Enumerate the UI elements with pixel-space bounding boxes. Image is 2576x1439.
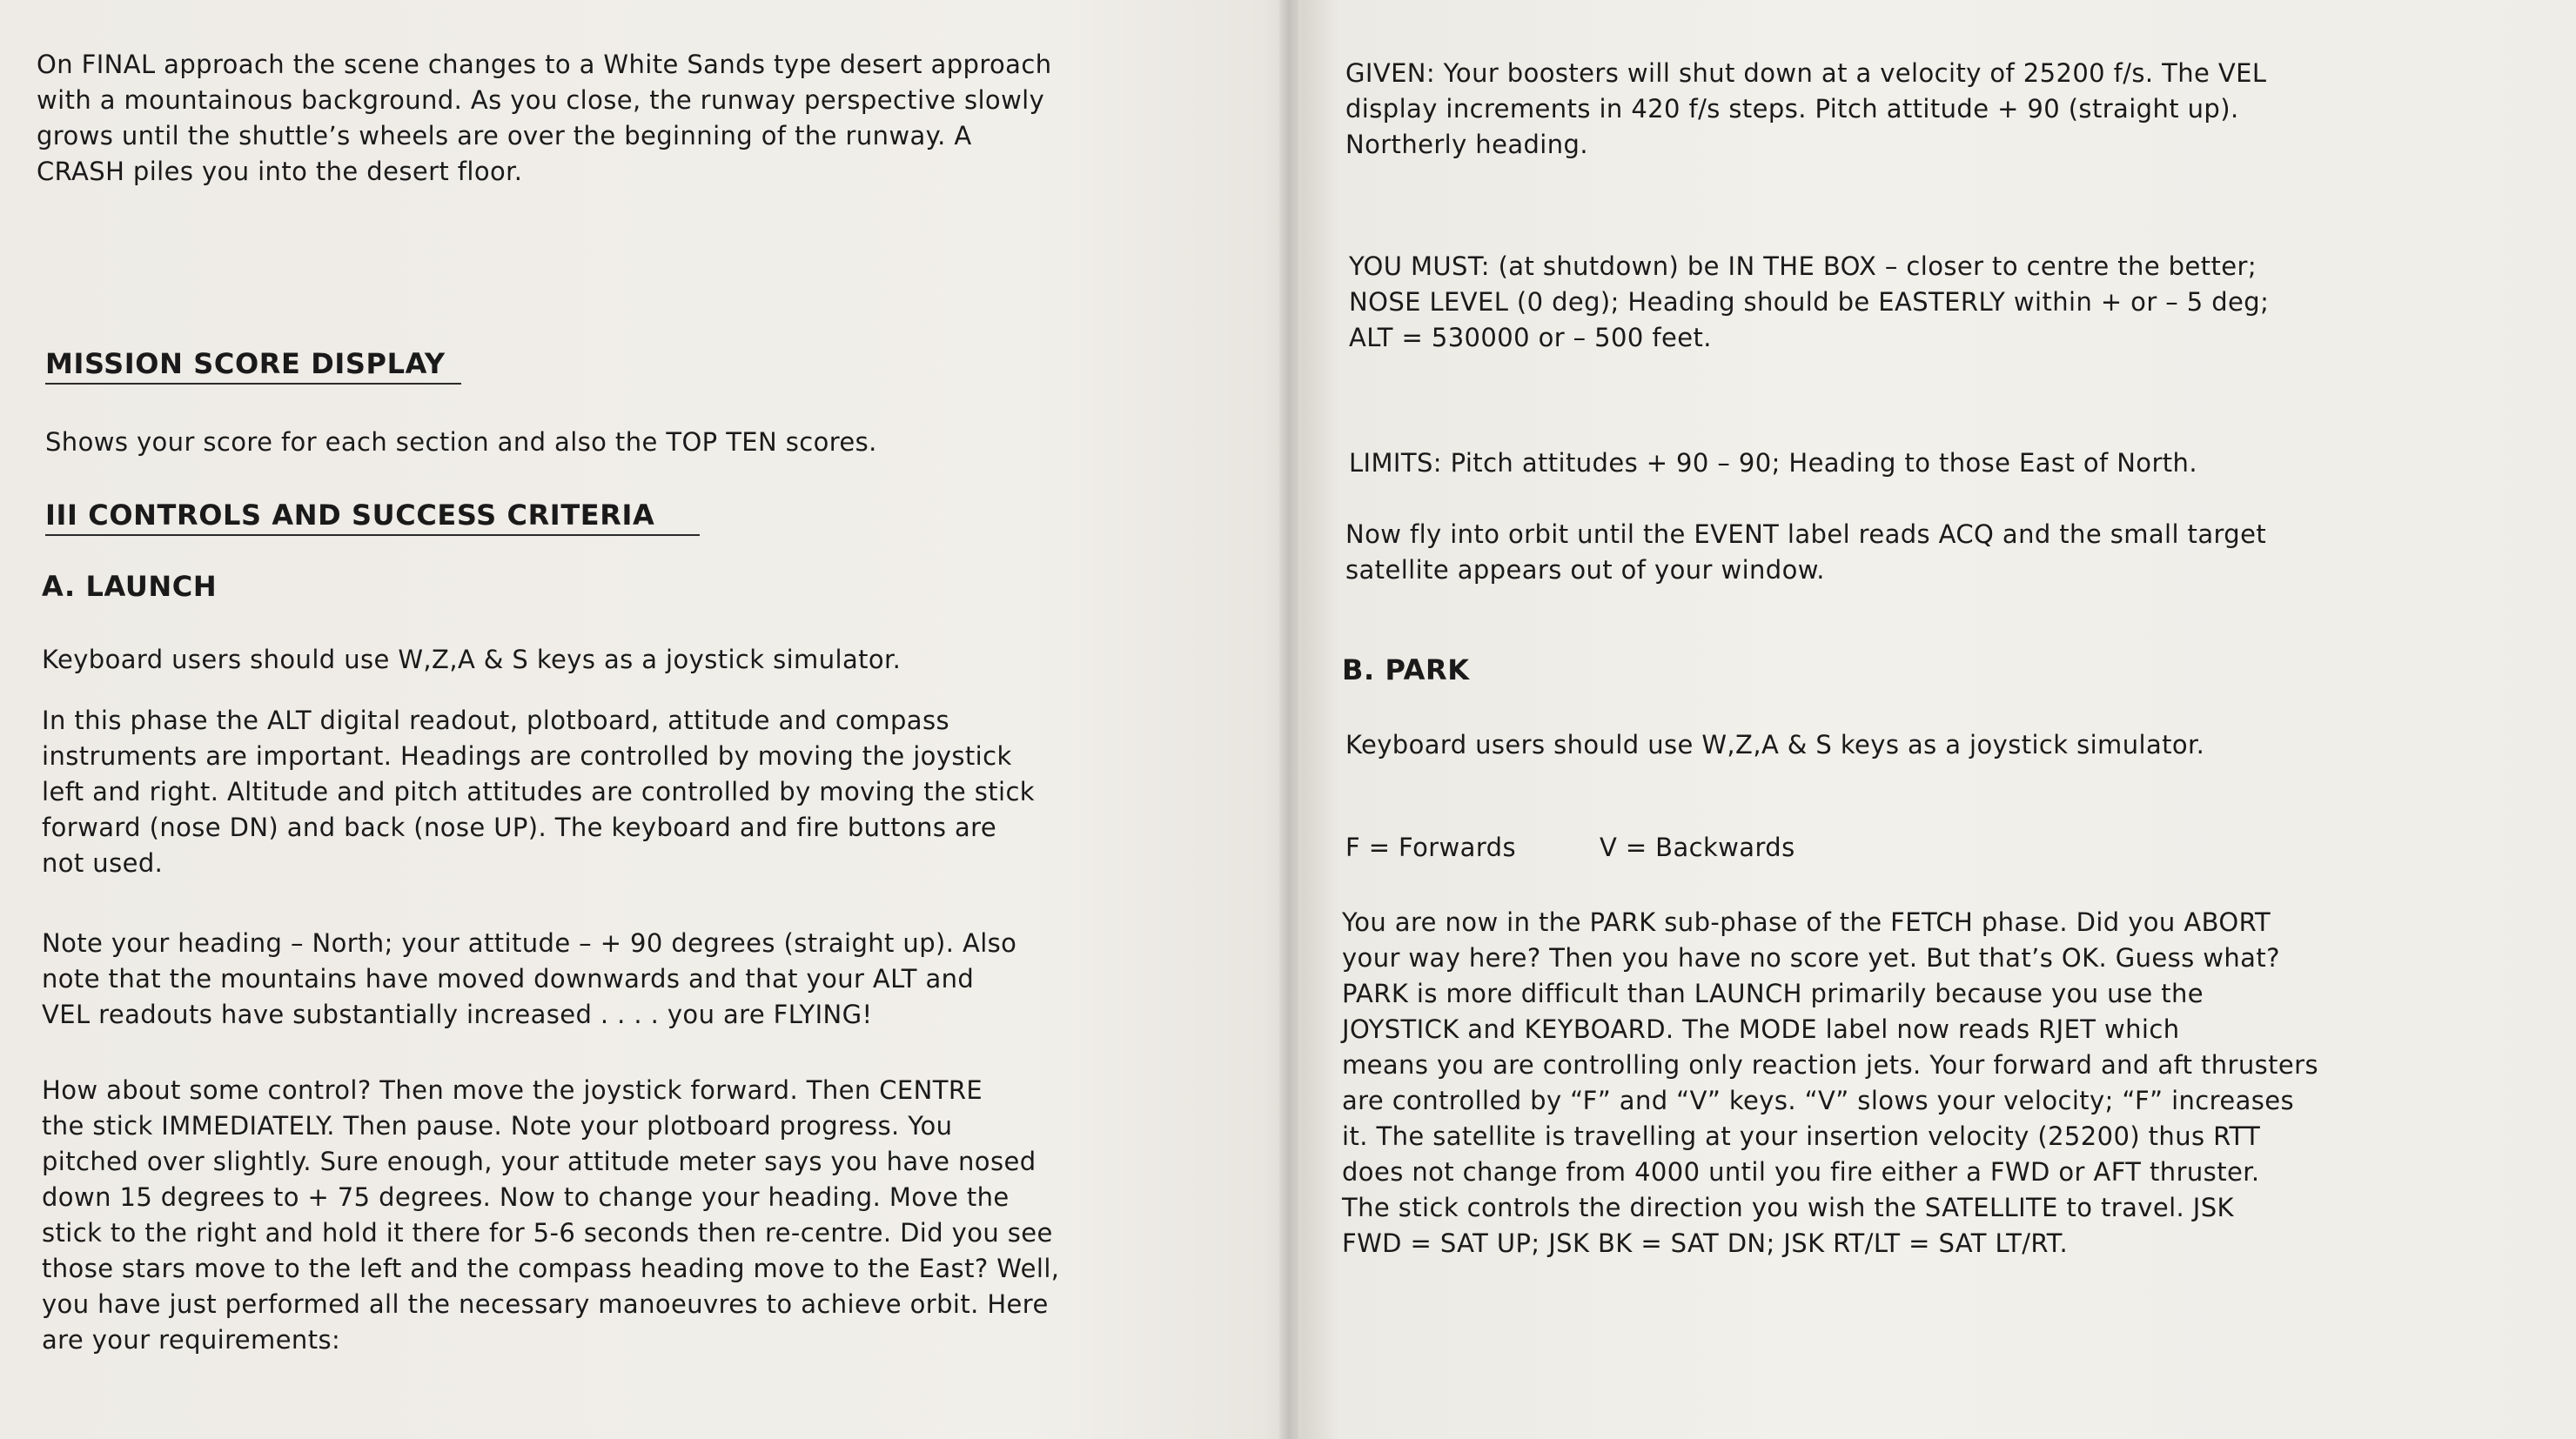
key-forwards: F = Forwards [1345, 833, 1516, 862]
paragraph-how-about-control: How about some control? Then move the joystick forward. Then CENTRE the stick IMMEDIATELY. Then pause. Note your plotboard progress. You pitched over slightly. Sure enough, your attitude meter says you have nosed down 15 degrees to + 75 degrees. Now to change your heading. Move the stick to the right and hold it there for 5-6 seconds then re-centre. Did you see those stars move to the left and the compass heading move to the East? Well, you have just performed all the necessary manoeuvres to achieve orbit. Here are your requirements: [42, 1075, 1060, 1355]
paragraph-note-heading: Note your heading – North; your attitude – + 90 degrees (straight up). Also note that the mountains have moved downwards and that your ALT and VEL readouts have substantially increased . . . . you are FLYING! [42, 928, 1017, 1029]
paragraph-park-subphase: You are now in the PARK sub-phase of the FETCH phase. Did you ABORT your way here? Then you have no score yet. But that’s OK. Guess what? PARK is more difficult than LAUNCH primarily because you use the JOYSTICK and KEYBOARD. The MODE label now reads RJET which means you are controlling only reaction jets. Your forward and aft thrusters are controlled by “F” and “V” keys. “V” slows your velocity; “F” increases it. The satellite is travelling at your insertion velocity (25200) thus RTT does not change from 4000 until you fire either a FWD or AFT thruster. The stick controls the direction you wish the SATELLITE to travel. JSK FWD = SAT UP; JSK BK = SAT DN; JSK RT/LT = SAT LT/RT. [1342, 907, 2318, 1258]
paragraph-keyboard-launch: Keyboard users should use W,Z,A & S keys as a joystick simulator. [42, 645, 902, 674]
paragraph-phase-instruments: In this phase the ALT digital readout, plotboard, attitude and compass instruments are important. Headings are controlled by moving the joystick left and right. Altitude and pitch attitudes are controlled by moving the stick forward (nose DN) and back (nose UP). The keyboard and fire buttons are not used. [42, 706, 1035, 878]
paragraph-final-approach: On FINAL approach the scene changes to a White Sands type desert approach with a mountainous background. As you close, the runway perspective slowly grows until the shuttle’s wheels are over the beginning of the runway. A CRASH piles you into the desert floor. [37, 50, 1052, 186]
paragraph-keyboard-park: Keyboard users should use W,Z,A & S keys as a joystick simulator. [1345, 730, 2205, 760]
book-gutter [1279, 0, 1298, 1439]
heading-launch: A. LAUNCH [42, 570, 218, 603]
left-page [0, 0, 1279, 1439]
paragraph-given: GIVEN: Your boosters will shut down at a velocity of 25200 f/s. The VEL display increments in 420 f/s steps. Pitch attitude + 90 (straight up). Northerly heading. [1345, 58, 2267, 159]
paragraph-fly-into-orbit: Now fly into orbit until the EVENT label reads ACQ and the small target satellite appears out of your window. [1345, 519, 2267, 585]
paragraph-limits: LIMITS: Pitch attitudes + 90 – 90; Heading to those East of North. [1349, 448, 2197, 478]
heading-controls-success: III CONTROLS AND SUCCESS CRITERIA [45, 498, 700, 536]
paragraph-score: Shows your score for each section and also the TOP TEN scores. [45, 427, 877, 457]
heading-mission-score-display: MISSION SCORE DISPLAY [45, 346, 461, 385]
paragraph-you-must: YOU MUST: (at shutdown) be IN THE BOX – closer to centre the better; NOSE LEVEL (0 deg); Heading should be EASTERLY within + or – 5 deg; ALT = 530000 or – 500 feet. [1349, 251, 2270, 352]
key-backwards: V = Backwards [1600, 833, 1795, 862]
heading-park: B. PARK [1342, 653, 1470, 686]
right-page [1298, 0, 2576, 1439]
